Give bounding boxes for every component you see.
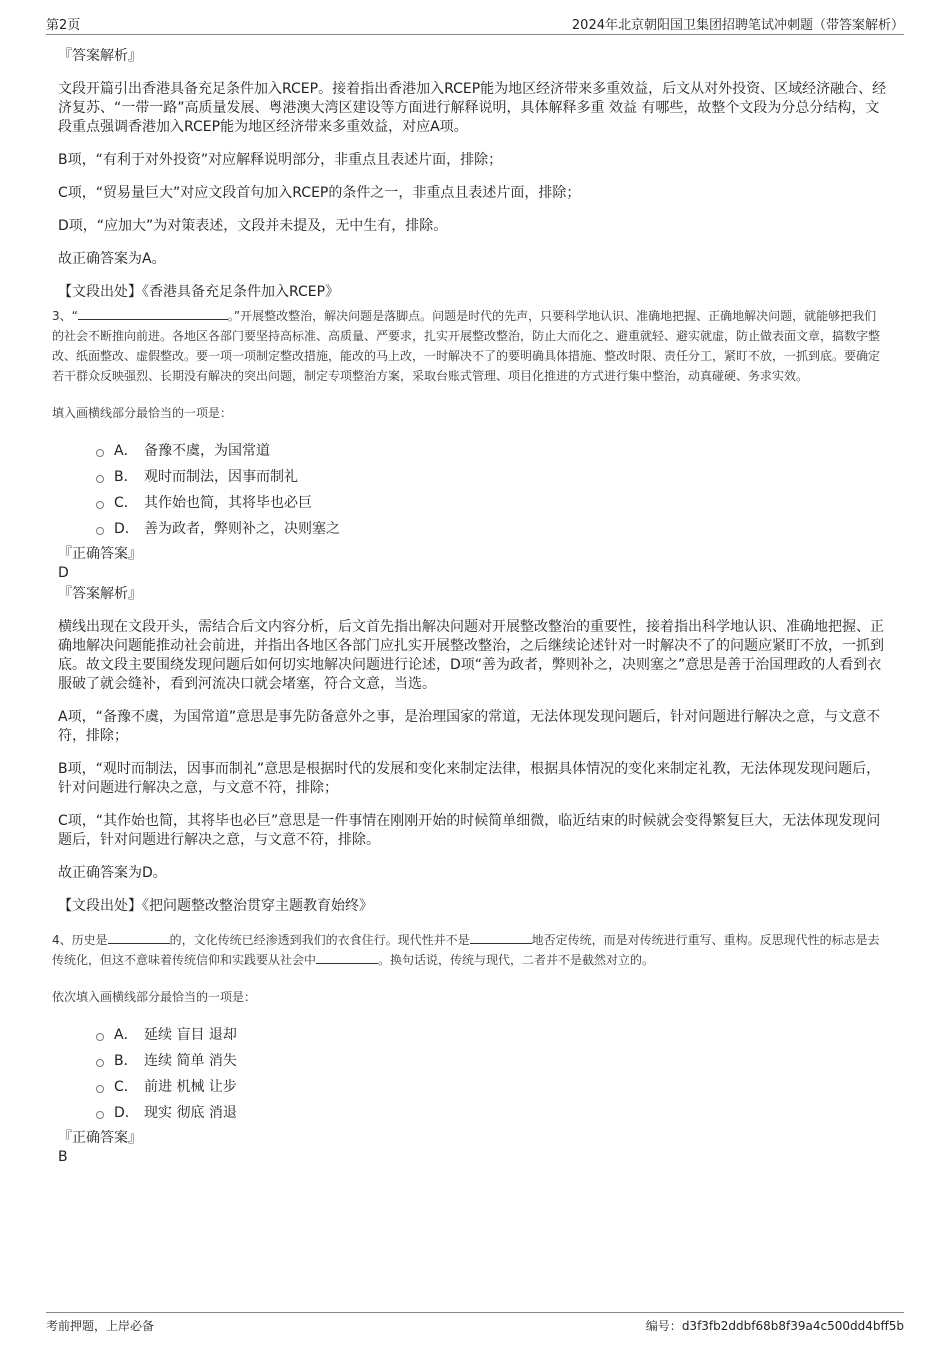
analysis-paragraph: C项，“贸易量巨大”对应文段首句加入RCEP的条件之一，非重点且表述片面，排除； (58, 185, 581, 201)
question-prompt: 填入画横线部分最恰当的一项是： (52, 406, 233, 420)
document-body (52, 46, 888, 1167)
analysis-label: 『答案解析』 (58, 48, 142, 64)
option-d[interactable]: D． 现实 彻底 消退 (96, 1099, 888, 1125)
radio-icon[interactable] (96, 501, 104, 509)
analysis-paragraph: A项，“备豫不虞，为国常道”意思是事先防备意外之事，是治理国家的常道，无法体现发现问题后，针对问题进行解决之意，与文意不符，排除； (58, 709, 881, 744)
question-3-stem: 3、“ 。”开展整改整治，解决问题是落脚点。问题是时代的先声，只要科学地认识、准确地把握、正确地解决问题，就能够把我们的社会不断推向前进。各地区各部门要坚持高标准、高质量、严要求，扎实开展整改整治，防止大而化之、避重就轻、避实就虚，防止做表面文章，搞数字整改、纸面整改、虚假整改。要一项一项制定整改措施，能改的马上改，一时解决不了的要明确具体措施、整改时限、责任分工，紧盯不放，一抓到底。要确定若干群众反映强烈、长期没有解决的突出问题，制定专项整治方案，采取台账式管理、项目化推进的方式进行集中整治，动真碰硬、务求实效。 (52, 309, 881, 383)
analysis-paragraph: C项，“其作始也简，其将毕也必巨”意思是一件事情在刚刚开始的时候简单细微，临近结束的时候就会变得繁复巨大，无法体现发现问题后，针对问题进行解决之意，与文意不符，排除。 (58, 813, 881, 848)
radio-icon[interactable] (96, 475, 104, 483)
question-3-options (96, 437, 888, 541)
analysis-paragraph: D项，“应加大”为对策表述，文段并未提及，无中生有，排除。 (58, 218, 448, 234)
page-footer (46, 1312, 904, 1336)
fill-blank (108, 931, 170, 944)
question-prompt: 依次填入画横线部分最恰当的一项是： (52, 990, 257, 1004)
option-b[interactable]: B． 观时而制法，因事而制礼 (96, 463, 888, 489)
source-citation: 【文段出处】《把问题整改整治贯穿主题教育始终》 (58, 898, 373, 914)
fill-blank (316, 951, 378, 964)
radio-icon[interactable] (96, 1111, 104, 1119)
footer-slogan: 考前押题，上岸必备 (46, 1319, 155, 1333)
page-header (46, 14, 904, 35)
radio-icon[interactable] (96, 1085, 104, 1093)
analysis-paragraph: 文段开篇引出香港具备充足条件加入RCEP。接着指出香港加入RCEP能为地区经济带来多重效益，后文从对外投资、区域经济融合、经济复苏、“一带一路”高质量发展、粤港澳大湾区建设等方面进行解释说明，具体解释多重 效益 有哪些，故整个文段为分总分结构，文段重点强调香港加入RCEP能为地区经济带来多重效益，对应A项。 (58, 81, 887, 135)
analysis-paragraph: B项，“观时而制法，因事而制礼”意思是根据时代的发展和变化来制定法律，根据具体情况的变化来制定礼教，无法体现发现问题后，针对问题进行解决之意，与文意不符，排除； (58, 761, 881, 796)
option-a[interactable]: A． 备豫不虞，为国常道 (96, 437, 888, 463)
option-b[interactable]: B． 连续 简单 消失 (96, 1047, 888, 1073)
document-title: 2024年北京朝阳国卫集团招聘笔试冲刺题（带答案解析） (571, 18, 904, 33)
analysis-paragraph: B项，“有利于对外投资”对应解释说明部分，非重点且表述片面，排除； (58, 152, 503, 168)
answer-statement: 故正确答案为D。 (58, 865, 167, 881)
correct-answer-label: 『正确答案』 (58, 546, 142, 562)
radio-icon[interactable] (96, 1059, 104, 1067)
question-4-options (96, 1021, 888, 1125)
radio-icon[interactable] (96, 1033, 104, 1041)
correct-answer-label: 『正确答案』 (58, 1130, 142, 1146)
correct-answer-value: B (58, 1149, 68, 1165)
document-code: 编号：d3f3fb2ddbf68b8f39a4c500dd4bff5b (645, 1319, 904, 1333)
answer-statement: 故正确答案为A。 (58, 251, 166, 267)
analysis-label: 『答案解析』 (58, 586, 142, 602)
analysis-paragraph: 横线出现在文段开头，需结合后文内容分析，后文首先指出解决问题对开展整改整治的重要性，接着指出科学地认识、准确地把握、正确地解决问题能推动社会前进，并指出各地区各部门应扎实开展整改整治，之后继续论述针对一时解决不了的问题应紧盯不放，一抓到底。故文段主要围绕发现问题后如何切实地解决问题进行论述，D项“善为政者，弊则补之，决则塞之”意思是善于治国理政的人看到衣服破了就会缝补，看到河流决口就会堵塞，符合文意，当选。 (58, 619, 884, 692)
fill-blank (470, 931, 532, 944)
radio-icon[interactable] (96, 527, 104, 535)
option-c[interactable]: C． 前进 机械 让步 (96, 1073, 888, 1099)
option-c[interactable]: C． 其作始也简，其将毕也必巨 (96, 489, 888, 515)
option-a[interactable]: A． 延续 盲目 退却 (96, 1021, 888, 1047)
radio-icon[interactable] (96, 449, 104, 457)
correct-answer-value: D (58, 565, 69, 581)
page-number: 第2页 (46, 18, 81, 33)
question-4-stem: 4、历史是 的，文化传统已经渗透到我们的衣食住行。现代性并不是 地否定传统，而是对传统进行重写、重构。反思现代性的标志是去传统化，但这不意味着传统信仰和实践要从社会中 。换句话说，传统与现代，二者并不是截然对立的。 (52, 933, 880, 967)
option-d[interactable]: D． 善为政者，弊则补之，决则塞之 (96, 515, 888, 541)
fill-blank (78, 307, 228, 320)
source-citation: 【文段出处】《香港具备充足条件加入RCEP》 (58, 284, 340, 300)
